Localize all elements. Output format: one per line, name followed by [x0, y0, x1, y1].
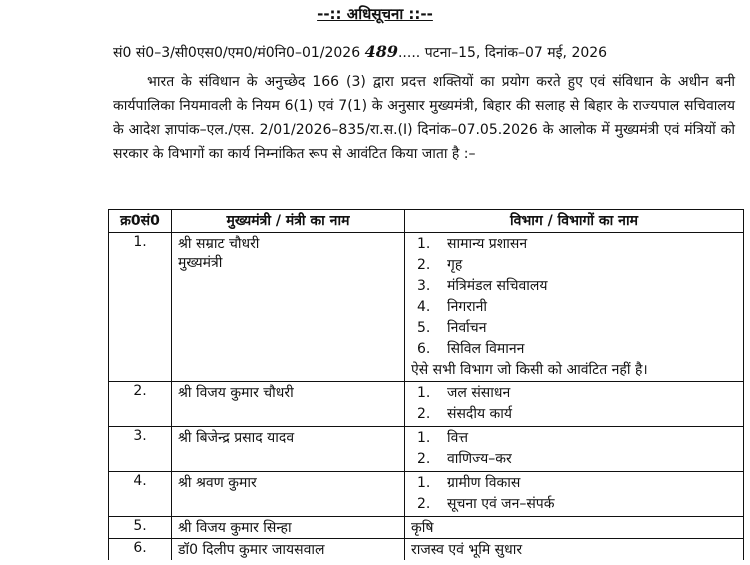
handwritten-number: 489 [364, 42, 398, 61]
department-item: 4. निगरानी [417, 299, 488, 315]
department-single: राजस्व एवं भूमि सुधार [405, 539, 744, 561]
row-serial: 5. [109, 517, 172, 539]
table-row [109, 517, 744, 539]
minister-name: श्री बिजेन्द्र प्रसाद यादव [172, 427, 405, 472]
department-item: 1. जल संसाधन [417, 385, 511, 401]
notification-title: --:: अधिसूचना ::-- [317, 5, 433, 23]
row-serial: 1. [109, 233, 172, 382]
residual-departments-note: ऐसे सभी विभाग जो किसी को आवंटित नहीं है। [411, 362, 648, 378]
row-serial: 4. [109, 472, 172, 517]
row-name [172, 233, 405, 382]
minister-name: डॉ0 दिलीप कुमार जायसवाल [172, 539, 405, 561]
department-item: 2. वाणिज्य–कर [417, 451, 512, 467]
minister-name: श्री सम्राट चौधरी [178, 236, 260, 252]
row-serial: 6. [109, 539, 172, 561]
department-item: 5. निर्वाचन [417, 320, 487, 336]
table-row [109, 472, 744, 517]
minister-name: श्री विजय कुमार चौधरी [172, 382, 405, 427]
reference-number: सं0 सं0–3/सी0एस0/एम0/मं0नि0–01/2026 [113, 45, 361, 61]
minister-name: श्री श्रवण कुमार [172, 472, 405, 517]
header-serial: क्र0सं0 [109, 210, 172, 233]
department-single: कृषि [405, 517, 744, 539]
row-serial: 2. [109, 382, 172, 427]
notification-body: भारत के संविधान के अनुच्छेद 166 (3) द्वारा प्रदत्त शक्तियों का प्रयोग करते हुए एवं संविधान के अधीन बनी कार्यपालिका नियमावली के नियम 6(1) एवं 7(1) के अनुसार मुख्यमंत्री, बिहार की सलाह से बिहार के राज्यपाल सचिवालय के आदेश ज्ञापांक–एल./एस. 2/01/2026–835/रा.स.(I) दिनांक–07.05.2026 के आलोक में मुख्यमंत्री एवं मंत्रियों को सरकार के विभागों का कार्य निम्नांकित रूप से आवंटित किया जाता है :– [113, 74, 735, 162]
table-row [109, 539, 744, 561]
department-item: 6. सिविल विमानन [417, 341, 525, 357]
department-item: 2. संसदीय कार्य [417, 406, 513, 422]
header-name: मुख्यमंत्री / मंत्री का नाम [172, 210, 405, 233]
table-row [109, 233, 744, 382]
reference-line: सं0 सं0–3/सी0एस0/एम0/मं0नि0–01/2026 489..... पटना–15, दिनांक–07 मई, 2026 [113, 42, 608, 61]
table-row [109, 382, 744, 427]
table-row [109, 427, 744, 472]
department-item: 1. वित्त [417, 430, 469, 446]
minister-name: श्री विजय कुमार सिन्हा [172, 517, 405, 539]
row-departments [405, 382, 744, 427]
table-header-row [109, 210, 744, 233]
row-departments [405, 427, 744, 472]
department-item: 2. गृह [417, 257, 463, 273]
row-departments [405, 472, 744, 517]
header-departments: विभाग / विभागों का नाम [405, 210, 744, 233]
row-departments [405, 233, 744, 382]
department-item: 1. सामान्य प्रशासन [417, 236, 528, 252]
row-serial: 3. [109, 427, 172, 472]
department-item: 3. मंत्रिमंडल सचिवालय [417, 278, 548, 294]
department-item: 2. सूचना एवं जन–संपर्क [417, 496, 555, 512]
allocation-table [108, 209, 744, 560]
minister-designation: मुख्यमंत्री [178, 255, 223, 271]
place-date: पटना–15, दिनांक–07 मई, 2026 [424, 45, 608, 61]
department-item: 1. ग्रामीण विकास [417, 475, 521, 491]
